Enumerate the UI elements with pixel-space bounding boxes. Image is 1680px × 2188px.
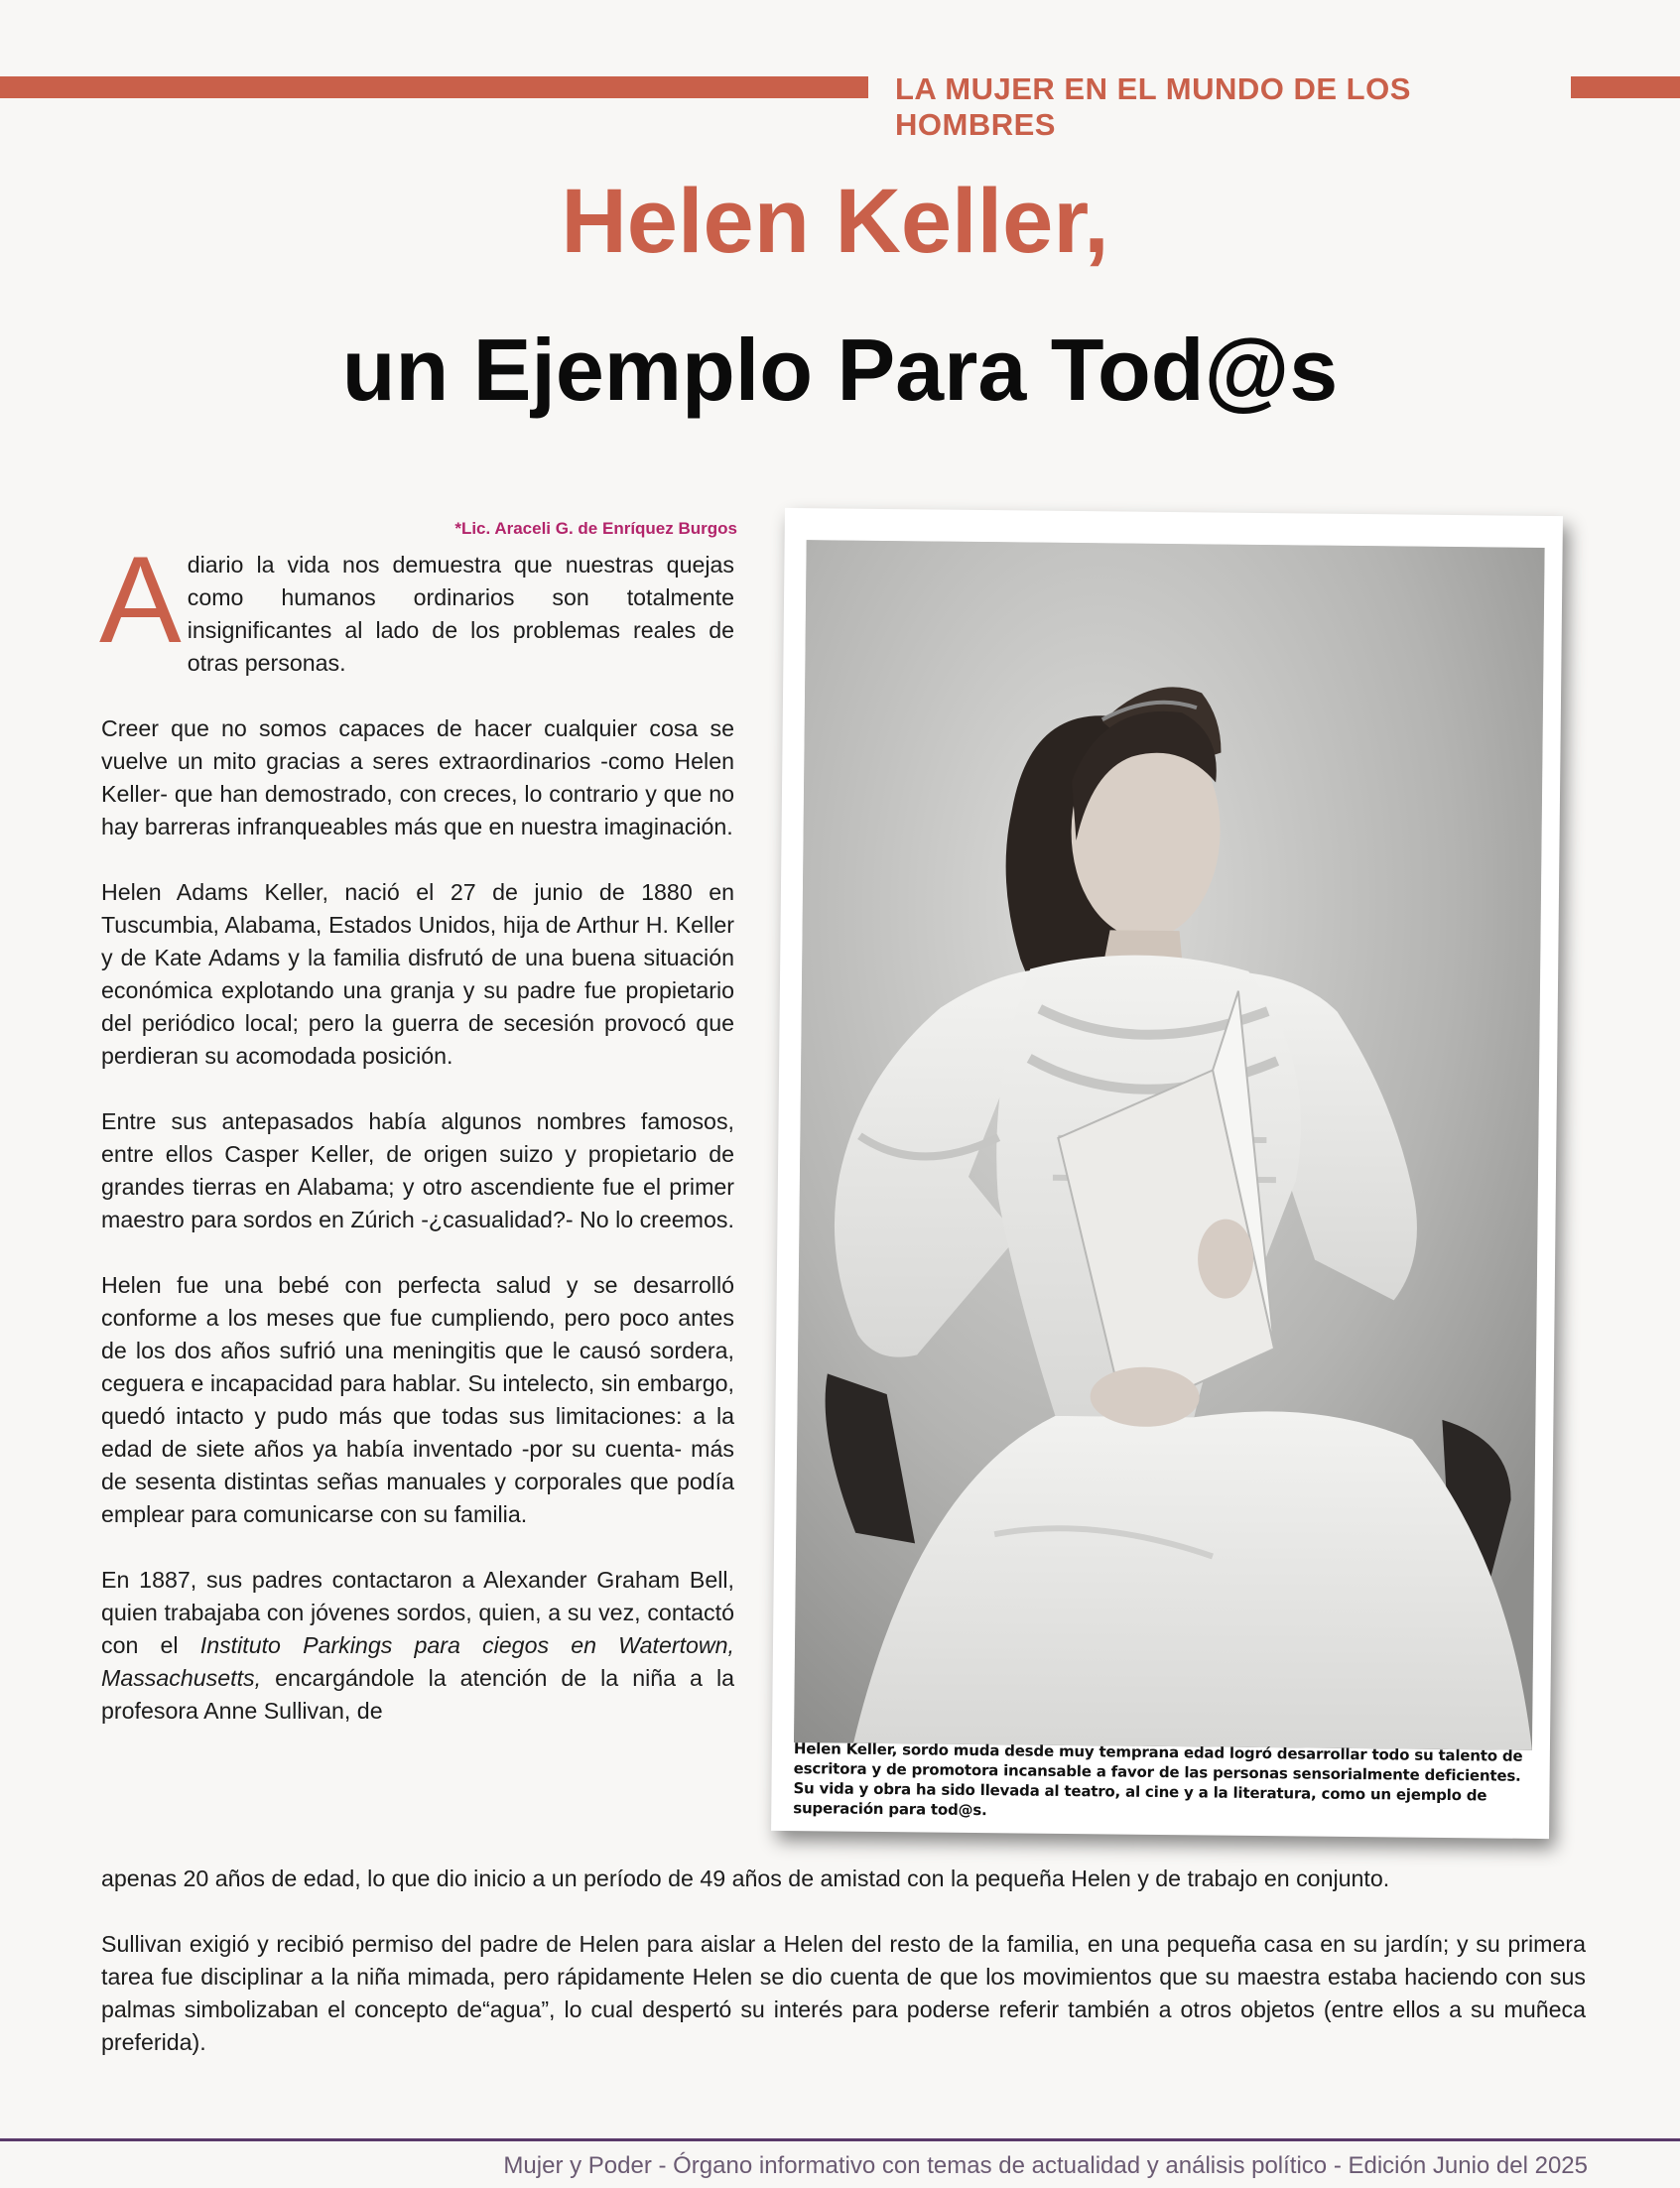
accent-rule-left (0, 76, 868, 98)
paragraph-2: Creer que no somos capaces de hacer cualquier cosa se vuelve un mito gracias a seres extraordinarios -como Helen Keller- que han demostrado, con creces, lo contrario y que no hay barreras infranqueables más que en nuestra imaginación. (101, 715, 734, 839)
paragraph-5: Helen fue una bebé con perfecta salud y se desarrolló conforme a los meses que fue cumpliendo, pero poco antes de los dos años sufrió una meningitis que le causó sordera, ceguera e incapacidad para hablar. Su intelecto, sin embargo, quedó intacto y pudo más que todas sus limitaciones: a la edad de siete años ya había inventado -por su cuenta- más de sesenta distintas señas manuales y corporales que podía emplear para comunicarse con su familia. (101, 1272, 734, 1527)
paragraph-3: Helen Adams Keller, nació el 27 de junio de 1880 en Tuscumbia, Alabama, Estados Unidos, hija de Arthur H. Keller y de Kate Adams y la familia disfrutó de una buena situación económica explotando una granja y su padre fue propietario del periódico local; pero la guerra de secesión provocó que perdieran su acomodada posición. (101, 879, 734, 1069)
article-full-width (101, 1863, 1586, 2092)
footer-text: Mujer y Poder - Órgano informativo con temas de actualidad y análisis político - Edición Junio del 2025 (503, 2152, 1588, 2179)
photo-card (771, 508, 1563, 1839)
paragraph-7: Sullivan exigió y recibió permiso del padre de Helen para aislar a Helen del resto de la familia, en una pequeña casa en su jardín; y su primera tarea fue disciplinar a la niña mimada, pero rápidamente Helen se dio cuenta de que los movimientos que su maestra estaba haciendo con sus palmas simbolizaban el concepto de“agua”, lo cual despertó su interés para poderse referir también a otros objetos (entre ellos a su muñeca preferida). (101, 1931, 1586, 2055)
accent-rule-right (1571, 76, 1680, 98)
drop-cap: A (99, 532, 182, 669)
article-left-column (99, 532, 734, 1728)
paragraph-1-text: diario la vida nos demuestra que nuestras quejas como humanos ordinarios son totalmente insignificantes al lado de los problemas reales de otras personas. (187, 552, 734, 676)
paragraph-6-text-b: encargándole la atención de la niña a la profesora Anne Sullivan, de (101, 1665, 734, 1724)
paragraph-6 (101, 1564, 734, 1728)
article-title-line1: Helen Keller, (561, 171, 1109, 272)
section-header-bar (0, 71, 1680, 142)
helen-keller-portrait (794, 540, 1545, 1750)
paragraph-6-continued: apenas 20 años de edad, lo que dio inicio a un período de 49 años de amistad con la pequeña Helen y de trabajo en conjunto. (101, 1866, 1390, 1891)
paragraph-4: Entre sus antepasados había algunos nombres famosos, entre ellos Casper Keller, de origen suizo y propietario de grandes tierras en Alabama; y otro ascendiente fue el primer maestro para sordos en Zúrich -¿casualidad?- No lo creemos. (101, 1108, 734, 1232)
article-title-line2: un Ejemplo Para Tod@s (341, 321, 1339, 419)
institute-name: Instituto Parkings para ciegos en Watertown, Massachusetts, (101, 1632, 734, 1691)
paragraph-6-text-a: En 1887, sus padres contactaron a Alexander Graham Bell, quien trabajaba con jóvenes sordos, quien, a su vez, contactó con el (101, 1567, 734, 1658)
section-label: LA MUJER EN EL MUNDO DE LOS HOMBRES (895, 71, 1411, 142)
photo-caption: Helen Keller, sordo muda desde muy temprana edad logró desarrollar todo su talento de escritora y de promotora incansable a favor de las personas sensorialmente deficientes. Su vida y obra ha sido llevada al teatro, al cine y a la literatura, como un ejemplo de superación para tod@s. (793, 1739, 1523, 1820)
paragraph-1 (99, 532, 734, 680)
portrait-illustration (794, 540, 1545, 1750)
author-byline: *Lic. Araceli G. de Enríquez Burgos (454, 519, 737, 538)
footer-rule (0, 2138, 1680, 2141)
